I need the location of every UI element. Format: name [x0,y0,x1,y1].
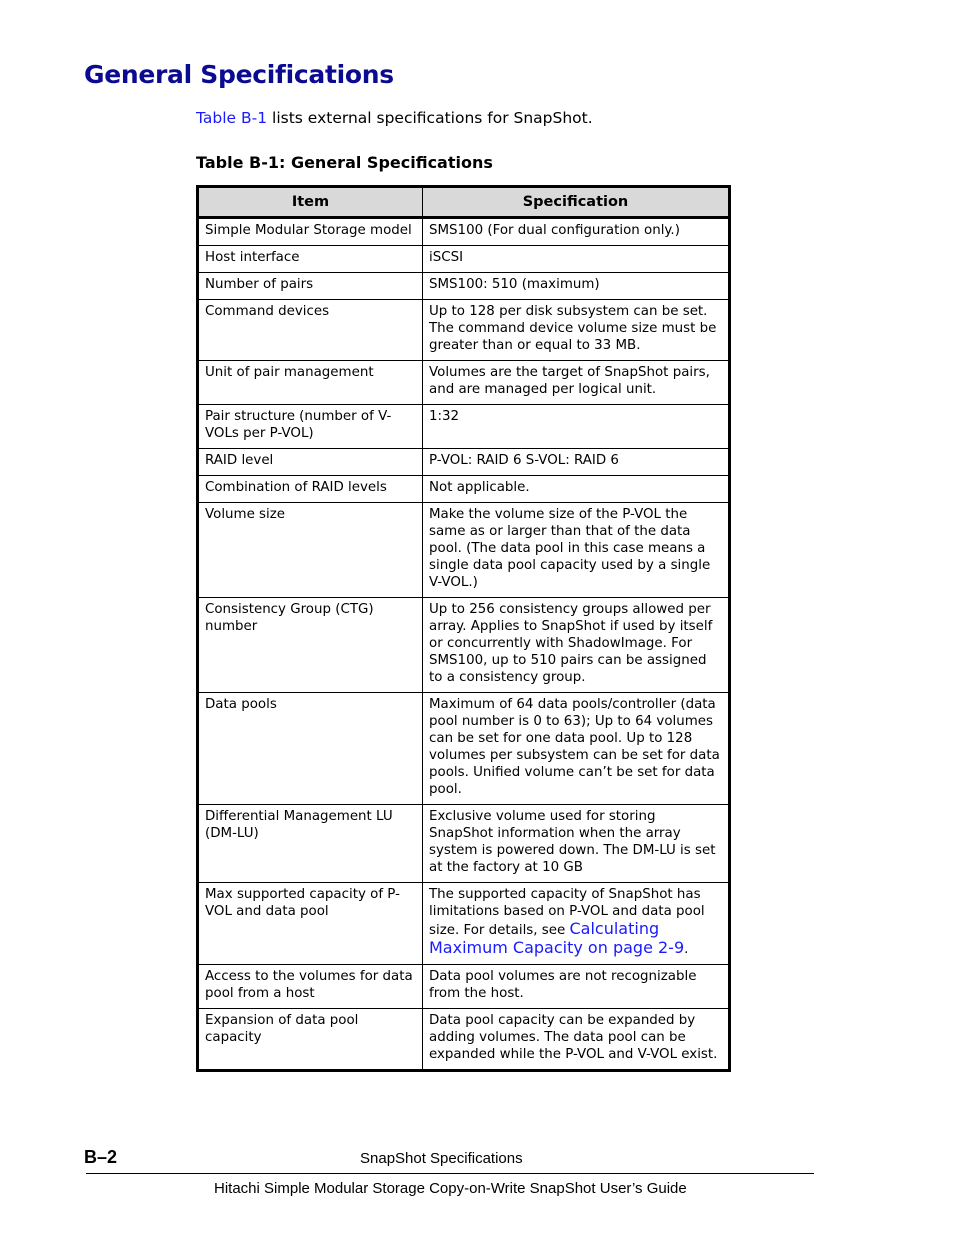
specification-cell: iSCSI [423,246,730,273]
specification-cell: Volumes are the target of SnapShot pairs, and are managed per logical unit. [423,361,730,405]
table-row [198,361,730,405]
table-row [198,449,730,476]
specifications-table [196,185,731,1072]
table-row [198,273,730,300]
table-row [198,883,730,965]
table-b1-link[interactable]: Table B-1 [196,109,268,127]
specification-cell: SMS100: 510 (maximum) [423,273,730,300]
item-cell: Host interface [198,246,423,273]
intro-paragraph [196,109,593,127]
table-row [198,246,730,273]
item-cell: Simple Modular Storage model [198,218,423,246]
specification-cell: Data pool volumes are not recognizable from the host. [423,965,730,1009]
page-number: B–2 [84,1147,118,1167]
specification-cell: Maximum of 64 data pools/controller (data pool number is 0 to 63); Up to 64 volumes can be set for one data pool. Up to 128 volumes per subsystem can be set for data pools. Unified volume can’t be set for data pool. [423,693,730,805]
item-cell: Command devices [198,300,423,361]
table-row [198,218,730,246]
table-row [198,300,730,361]
item-cell: Data pools [198,693,423,805]
table-row [198,405,730,449]
specification-cell: Make the volume size of the P-VOL the same as or larger than that of the data pool. (The data pool in this case means a single data pool capacity used by a single V-VOL.) [423,503,730,598]
intro-text: lists external specifications for SnapShot. [267,109,593,127]
table-caption: Table B-1: General Specifications [196,153,493,172]
table-row [198,1009,730,1071]
item-cell: Access to the volumes for data pool from a host [198,965,423,1009]
item-cell: RAID level [198,449,423,476]
item-cell: Pair structure (number of V-VOLs per P-VOL) [198,405,423,449]
table-row [198,805,730,883]
section-name: SnapShot Specifications [360,1150,523,1167]
item-cell: Volume size [198,503,423,598]
item-cell: Consistency Group (CTG) number [198,598,423,693]
page-title: General Specifications [84,60,394,89]
guide-title: Hitachi Simple Modular Storage Copy-on-Write SnapShot User’s Guide [214,1180,687,1197]
item-cell: Number of pairs [198,273,423,300]
table-row [198,598,730,693]
item-cell: Differential Management LU (DM-LU) [198,805,423,883]
specification-cell: Not applicable. [423,476,730,503]
table-row [198,476,730,503]
item-cell: Max supported capacity of P-VOL and data pool [198,883,423,965]
table-row [198,693,730,805]
specification-cell: Up to 128 per disk subsystem can be set. The command device volume size must be greater than or equal to 33 MB. [423,300,730,361]
specification-cell: Data pool capacity can be expanded by adding volumes. The data pool can be expanded while the P-VOL and V-VOL exist. [423,1009,730,1071]
item-cell: Unit of pair management [198,361,423,405]
item-cell: Expansion of data pool capacity [198,1009,423,1071]
item-cell: Combination of RAID levels [198,476,423,503]
table-header-row [198,187,730,218]
specification-cell: Up to 256 consistency groups allowed per array. Applies to SnapShot if used by itself or concurrently with ShadowImage. For SMS100, up to 510 pairs can be assigned to a consistency group. [423,598,730,693]
specification-cell [423,883,730,965]
table-row [198,965,730,1009]
footer-divider [86,1173,814,1174]
cross-reference-link[interactable]: Calculating Maximum Capacity on page 2-9 [429,919,685,957]
table-row [198,503,730,598]
specification-cell: 1:32 [423,405,730,449]
column-header-specification: Specification [423,187,730,218]
spec-text: The supported capacity of SnapShot has limitations based on P-VOL and data pool size. For details, see [429,887,705,938]
specification-cell: Exclusive volume used for storing SnapShot information when the array system is powered down. The DM-LU is set at the factory at 10 GB [423,805,730,883]
column-header-item: Item [198,187,423,218]
spec-suffix: . [684,942,689,957]
specification-cell: P-VOL: RAID 6 S-VOL: RAID 6 [423,449,730,476]
specification-cell: SMS100 (For dual configuration only.) [423,218,730,246]
